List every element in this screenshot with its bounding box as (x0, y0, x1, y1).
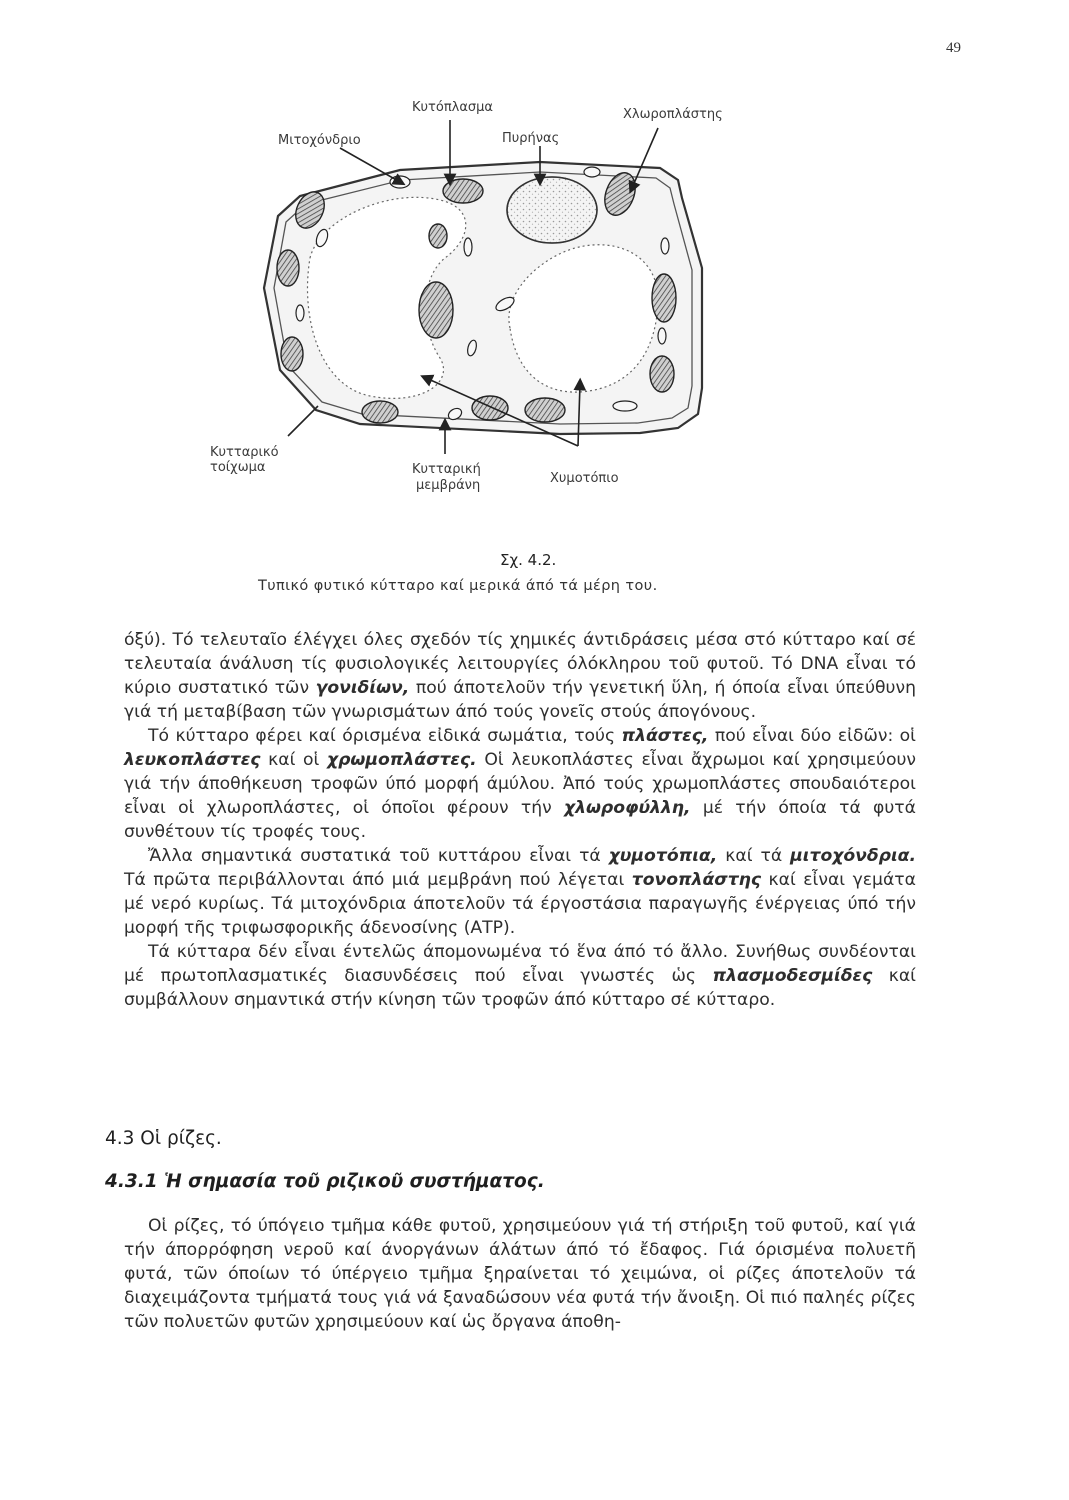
paragraph-4: Τά κύτταρα δέν εἶναι έντελῶς άπομονωμένα τό ἕνα άπό τό ἄλλο. Συνήθως συνδέονται μέ πρωτοπλασματικές διασυνδέσεις πού εἶναι γνωστές ὡς πλασμοδεσμίδες καί συμβάλλουν σημαντικά στήν κίνηση τῶν τροφῶν άπό κύτταρο σέ κύτταρο. (124, 942, 916, 1010)
label-mitochondrion: Μιτοχόνδριο (278, 133, 361, 148)
label-cell-membrane-2: μεμβράνη (416, 478, 481, 493)
label-cell-membrane-1: Κυτταρική (412, 462, 481, 477)
label-nucleus: Πυρήνας (502, 131, 560, 146)
plant-cell-figure (210, 88, 800, 508)
body-text-2 (124, 1214, 916, 1334)
label-cytoplasm: Κυτόπλασμα (412, 100, 493, 115)
label-cell-wall-1: Κυτταρικό (210, 445, 279, 460)
term-chromoplasts: χρωμοπλάστες. (327, 750, 477, 770)
label-chloroplast: Χλωροπλάστης (623, 107, 723, 122)
term-tonoplast: τονοπλάστης (631, 870, 762, 890)
body-text-1 (124, 628, 916, 1012)
figure-caption-text: Τυπικό φυτικό κύτταρο καί μερικά άπό τά μέρη του. (258, 578, 658, 594)
paragraph-1: όξύ). Τό τελευταῖο έλέγχει όλες σχεδόν τίς χημικές άντιδράσεις μέσα στό κύτταρο καί σέ τελευταία άνάλυση τίς φυσιολογικές λειτουργίες όλόκληρου τοῦ φυτοῦ. Τό DNA εἶναι τό κύριο συστατικό τῶν γονιδίων, πού άποτελοῦν τήν γενετική ὕλη, ή όποία εἶναι ύπεύθυνη γιά τή μεταβίβαση τῶν γνωρισμάτων άπό τούς γονεῖς στούς άπογόνους. (124, 630, 916, 722)
page-number: 49 (946, 40, 961, 56)
term-plastids: πλάστες, (621, 726, 709, 746)
paragraph-5: Οἱ ρίζες, τό ύπόγειο τμῆμα κάθε φυτοῦ, χρησιμεύουν γιά τή στήριξη τοῦ φυτοῦ, καί γιά τήν άπορρόφηση νεροῦ καί άνοργάνων άλάτων άπό τό ἔδαφος. Γιά όρισμένα πολυετῆ φυτά, τῶν όποίων τό ύπέργειο τμῆμα ξηραίνεται τό χειμώνα, οἱ ρίζες άποτελοῦν τά διαχειμάζοντα τμήματά τους γιά νά ξαναδώσουν νέα φυτά τήν ἄνοιξη. Οἱ πιό παληές ρίζες τῶν πολυετῶν φυτῶν χρησιμεύουν καί ὡς ὄργανα άποθη- (124, 1216, 916, 1332)
paragraph-2: Τό κύτταρο φέρει καί όρισμένα εἰδικά σωμάτια, τούς πλάστες, πού εἶναι δύο εἰδῶν: οἱ λευκοπλάστες καί οἱ χρωμοπλάστες. Οἱ λευκοπλάστες εἶναι ἄχρωμοι καί χρησιμεύουν γιά τήν άποθήκευση τροφῶν ύπό μορφή άμύλου. Ἀπό τούς χρωμοπλάστες σπουδαιότεροι εἶναι οἱ χλωροπλάστες, οἱ όποῖοι φέρουν τήν χλωροφύλλη, μέ τήν όποία τά φυτά συνθέτουν τίς τροφές τους. (124, 726, 917, 842)
paragraph-3: Ἄλλα σημαντικά συστατικά τοῦ κυττάρου εἶναι τά χυμοτόπια, καί τά μιτοχόνδρια. Τά πρῶτα περιβάλλονται άπό μιά μεμβράνη πού λέγεται τονοπλάστης καί εἶναι γεμάτα μέ νερό κυρίως. Τά μιτοχόνδρια άποτελοῦν τά έργοστάσια παραγωγῆς ένέργειας ύπό τήν μορφή τῆς τριφωσφορικῆς άδενοσίνης (ΑΤΡ). (124, 846, 917, 938)
term-mitochondria: μιτοχόνδρια. (790, 846, 917, 866)
figure-caption-number: Σχ. 4.2. (500, 551, 557, 569)
term-genes: γονιδίων, (315, 678, 410, 698)
term-chlorophyll: χλωροφύλλη, (563, 798, 691, 818)
term-vacuoles: χυμοτόπια, (608, 846, 718, 866)
label-vacuole: Χυμοτόπιο (550, 471, 619, 486)
term-leucoplasts: λευκοπλάστες (124, 750, 261, 770)
section-heading: 4.3 Οἱ ρίζες. (105, 1128, 222, 1149)
term-plasmodesmata: πλασμοδεσμίδες (712, 966, 873, 986)
plant-cell-diagram (240, 88, 800, 508)
label-cell-wall-2: τοίχωμα (210, 460, 266, 475)
subsection-heading: 4.3.1 Ἡ σημασία τοῦ ριζικοῦ συστήματος. (105, 1171, 545, 1192)
